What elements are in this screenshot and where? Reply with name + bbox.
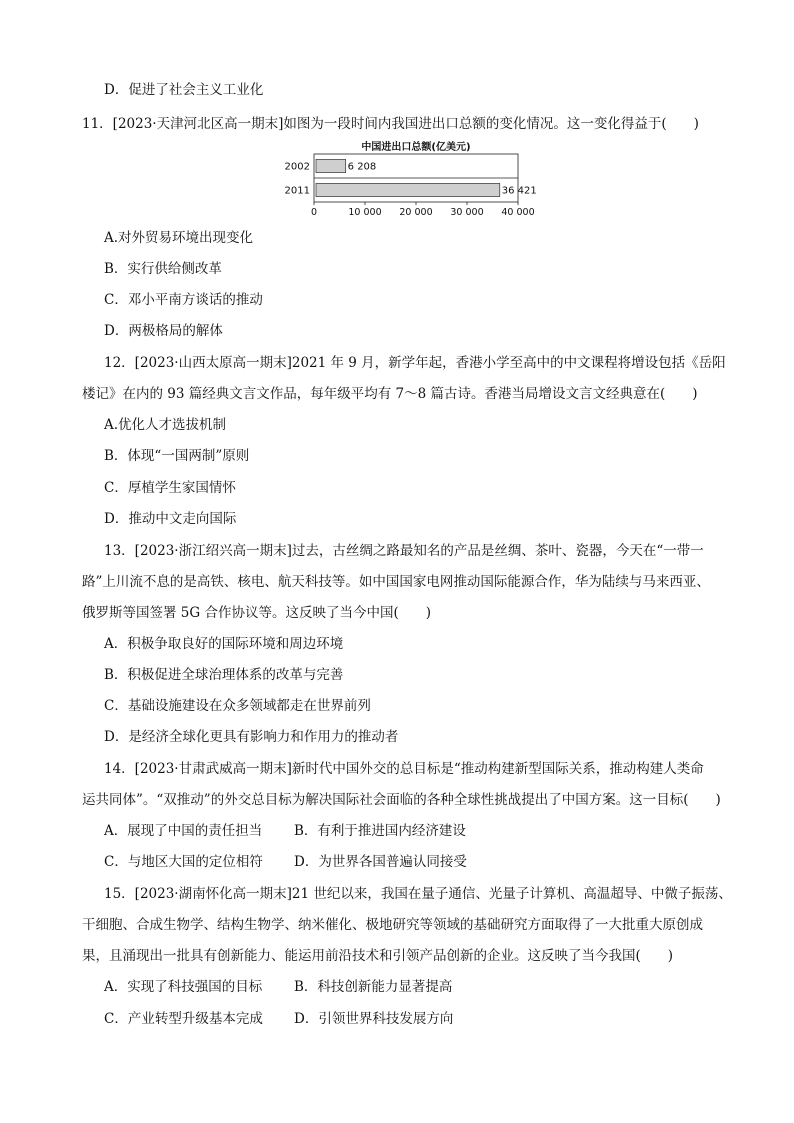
chart-svg — [282, 140, 537, 220]
q13-option-c: C．基础设施建设在众多领域都走在世界前列 — [104, 698, 371, 714]
q14-option-a: A．展现了中国的责任担当 — [104, 823, 263, 839]
q14-stem-line2: 运共同体”。“双推动”的外交总目标为解决国际社会面临的各种全球性挑战提出了中国方案。这一目标( ) — [82, 792, 721, 808]
q12-option-a: A.优化人才选拔机制 — [104, 417, 227, 433]
q12-option-b: B．体现“一国两制”原则 — [104, 448, 250, 464]
chart-x-tick-label: 40 000 — [501, 207, 535, 218]
q13-stem-line1: 13．[2023·浙江绍兴高一期末]过去，古丝绸之路最知名的产品是丝绸、茶叶、瓷器，今天在“一带一 — [104, 543, 704, 559]
q15-option-a: A．实现了科技强国的目标 — [104, 979, 263, 995]
q13-stem-line3: 俄罗斯等国签署 5G 合作协议等。这反映了当今中国( ) — [82, 605, 431, 621]
q15-stem-line3: 果，且涌现出一批具有创新能力、能运用前沿技术和引领产品创新的企业。这反映了当今我国( ) — [82, 948, 674, 964]
q12-option-d: D．推动中文走向国际 — [104, 511, 237, 527]
q12-option-c: C．厚植学生家国情怀 — [104, 480, 236, 496]
q10-option-d: D．促进了社会主义工业化 — [104, 82, 264, 98]
q14-option-c: C．与地区大国的定位相符 — [104, 854, 263, 870]
chart-bar — [316, 183, 500, 196]
q15-stem-line1: 15．[2023·湖南怀化高一期末]21 世纪以来，我国在量子通信、光量子计算机、高温超导、中微子振荡、 — [104, 886, 732, 902]
chart-data-label: 6 208 — [347, 161, 377, 173]
q15-option-d: D．引领世界科技发展方向 — [294, 1011, 454, 1027]
q11-option-a: A.对外贸易环境出现变化 — [104, 230, 254, 246]
q14-stem-line1: 14．[2023·甘肃武威高一期末]新时代中国外交的总目标是“推动构建新型国际关系，推动构建人类命 — [104, 761, 704, 777]
chart-data-label: 36 421 — [501, 185, 537, 197]
chart-category-label: 2002 — [284, 161, 310, 173]
chart-category-label: 2011 — [284, 185, 310, 197]
q13-option-d: D．是经济全球化更具有影响力和作用力的推动者 — [104, 729, 399, 745]
q12-stem-line1: 12．[2023·山西太原高一期末]2021 年 9 月，新学年起，香港小学至高中的中文课程将增设包括《岳阳 — [104, 355, 726, 371]
q15-stem-line2: 干细胞、合成生物学、结构生物学、纳米催化、极地研究等领域的基础研究方面取得了一大批重大原创成 — [82, 917, 703, 933]
trade-volume-chart — [282, 140, 537, 220]
q15-option-c: C．产业转型升级基本完成 — [104, 1011, 263, 1027]
q14-option-b: B．有利于推进国内经济建设 — [294, 823, 466, 839]
q13-option-b: B．积极促进全球治理体系的改革与完善 — [104, 667, 344, 683]
q11-option-d: D．两极格局的解体 — [104, 323, 223, 339]
q13-option-a: A．积极争取良好的国际环境和周边环境 — [104, 636, 344, 652]
chart-x-tick-label: 10 000 — [348, 207, 382, 218]
q11-option-b: B．实行供给侧改革 — [104, 261, 222, 277]
chart-title: 中国进出口总额(亿美元) — [361, 142, 471, 153]
q12-stem-line2: 楼记》在内的 93 篇经典文言文作品，每年级平均有 7～8 篇古诗。香港当局增设文言文经典意在( ) — [82, 386, 698, 402]
chart-bar — [316, 159, 346, 172]
q11-stem: 11．[2023·天津河北区高一期末]如图为一段时间内我国进出口总额的变化情况。这一变化得益于( ) — [82, 116, 699, 132]
q11-option-c: C．邓小平南方谈话的推动 — [104, 292, 263, 308]
chart-x-tick-label: 0 — [310, 207, 318, 218]
chart-x-tick-label: 30 000 — [450, 207, 484, 218]
q14-option-d: D．为世界各国普遍认同接受 — [294, 854, 467, 870]
chart-x-tick-label: 20 000 — [399, 207, 433, 218]
q15-option-b: B．科技创新能力显著提高 — [294, 979, 453, 995]
q13-stem-line2: 路”上川流不息的是高铁、核电、航天科技等。如中国国家电网推动国际能源合作，华为陆续与马来西亚、 — [82, 574, 710, 590]
